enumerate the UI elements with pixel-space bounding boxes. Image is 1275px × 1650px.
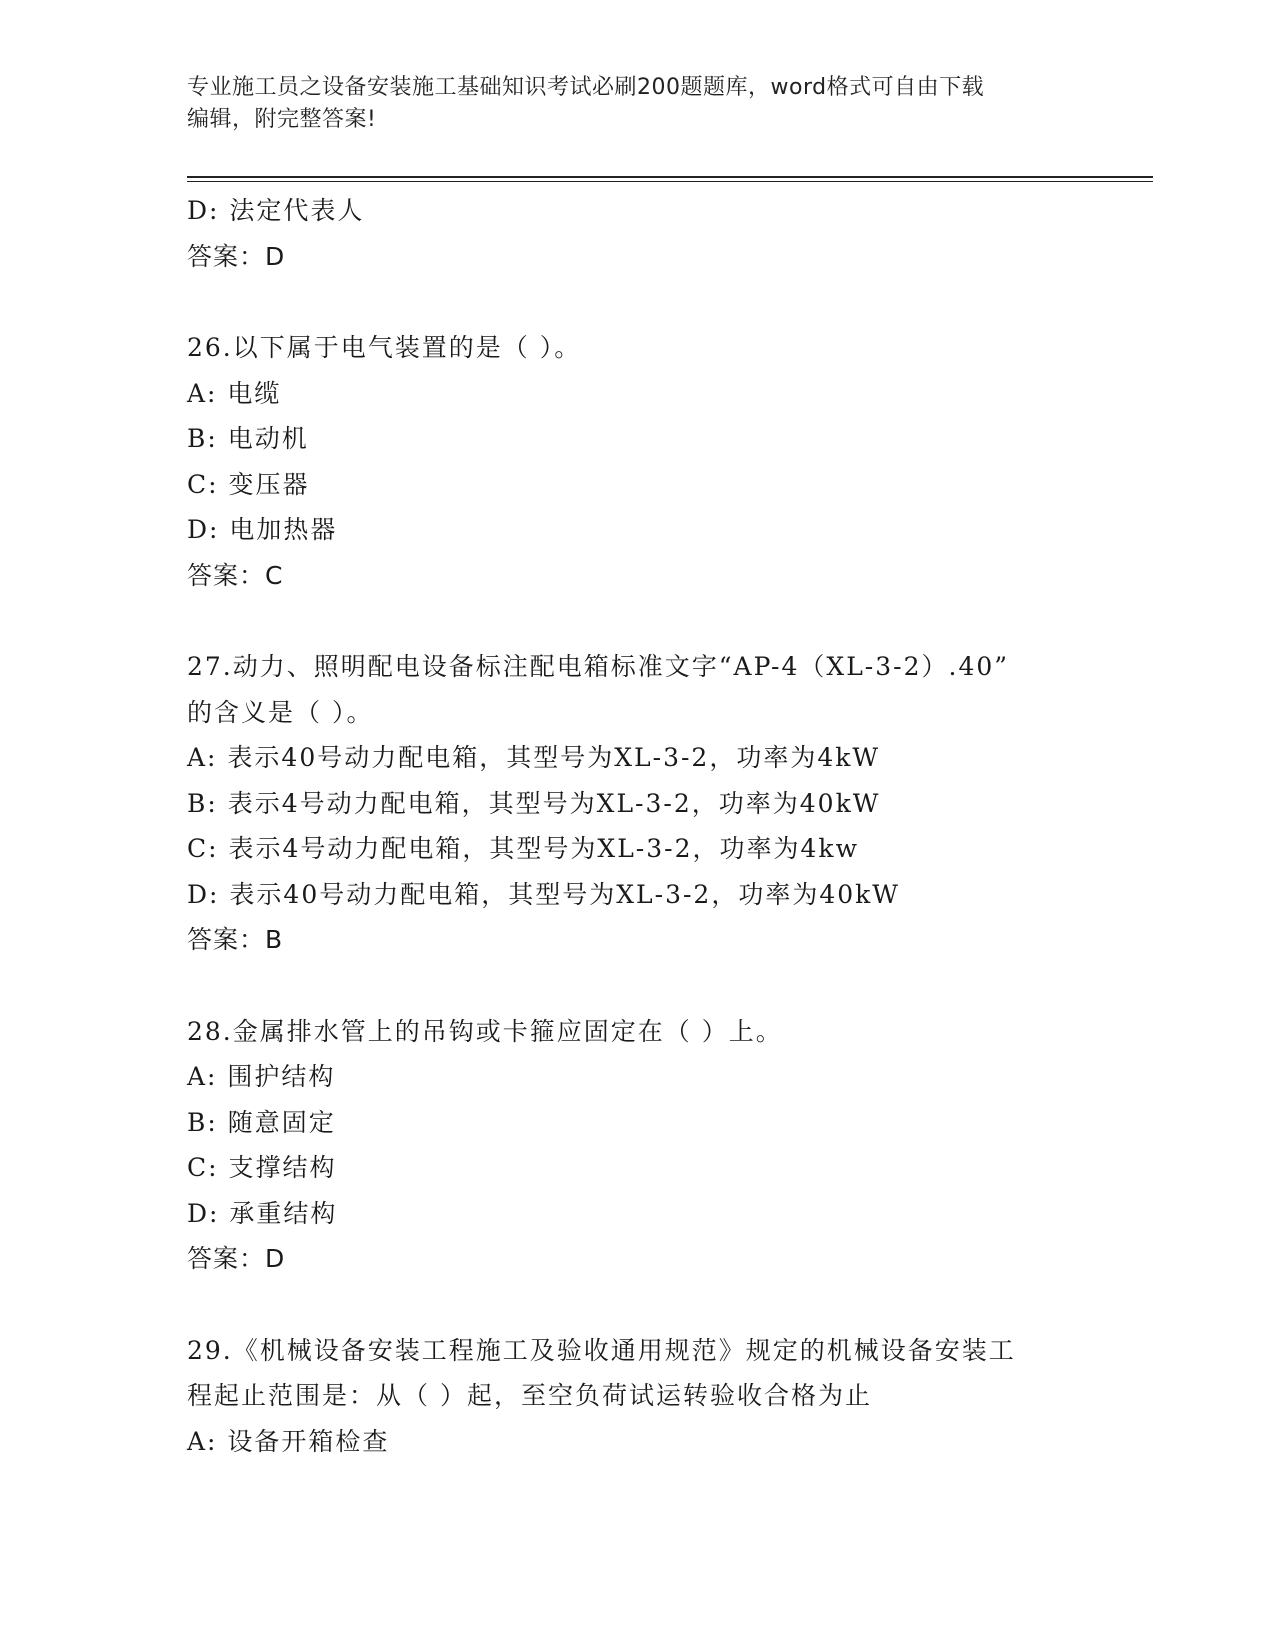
option-c: C: 表示4号动力配电箱，其型号为XL-3-2，功率为4kw bbox=[187, 834, 859, 863]
document-header bbox=[187, 72, 1067, 136]
header-title-line1: 专业施工员之设备安装施工基础知识考试必刷200题题库，word格式可自由下载 bbox=[187, 75, 985, 100]
question-text-line1: 27.动力、照明配电设备标注配电箱标准文字“AP-4（XL-3-2）.40” bbox=[187, 652, 1010, 681]
header-divider-thick bbox=[187, 176, 1153, 178]
answer-line: 答案：D bbox=[187, 241, 286, 271]
answer-line: 答案：D bbox=[187, 1244, 286, 1273]
question-text-line2: 程起止范围是：从（ ）起，至空负荷试运转验收合格为止 bbox=[187, 1381, 872, 1410]
header-divider-thin bbox=[187, 181, 1153, 182]
answer-line: 答案：B bbox=[187, 925, 284, 954]
spacer bbox=[187, 279, 1087, 325]
option-b: B: 电动机 bbox=[187, 424, 309, 453]
option-d: D: 法定代表人 bbox=[187, 196, 365, 225]
option-a: A: 表示40号动力配电箱，其型号为XL-3-2，功率为4kW bbox=[187, 743, 881, 772]
option-b: B: 表示4号动力配电箱，其型号为XL-3-2，功率为40kW bbox=[187, 788, 881, 818]
option-c: C: 支撑结构 bbox=[187, 1153, 337, 1182]
option-b: B: 随意固定 bbox=[187, 1107, 336, 1137]
spacer bbox=[187, 598, 1087, 644]
question-content bbox=[187, 188, 1087, 1464]
answer-line: 答案：C bbox=[187, 560, 284, 590]
header-title-line2: 编辑，附完整答案! bbox=[187, 107, 377, 132]
question-28-block bbox=[187, 1009, 1087, 1282]
question-text: 26.以下属于电气装置的是（ ）。 bbox=[187, 333, 582, 362]
question-25-block bbox=[187, 188, 1087, 279]
option-c: C: 变压器 bbox=[187, 469, 310, 499]
question-27-block bbox=[187, 644, 1087, 963]
spacer bbox=[187, 1282, 1087, 1328]
spacer bbox=[187, 963, 1087, 1009]
option-d: D: 承重结构 bbox=[187, 1198, 338, 1228]
question-26-block bbox=[187, 325, 1087, 598]
question-29-block bbox=[187, 1328, 1087, 1465]
option-d: D: 表示40号动力配电箱，其型号为XL-3-2，功率为40kW bbox=[187, 879, 900, 909]
question-text-line2: 的含义是（ ）。 bbox=[187, 697, 374, 727]
question-text: 28.金属排水管上的吊钩或卡箍应固定在（ ）上。 bbox=[187, 1016, 783, 1046]
option-d: D: 电加热器 bbox=[187, 515, 338, 544]
option-a: A: 围护结构 bbox=[187, 1062, 336, 1091]
question-text-line1: 29.《机械设备安装工程施工及验收通用规范》规定的机械设备安装工 bbox=[187, 1335, 1016, 1365]
option-a: A: 设备开箱检查 bbox=[187, 1426, 390, 1456]
option-a: A: 电缆 bbox=[187, 378, 282, 408]
